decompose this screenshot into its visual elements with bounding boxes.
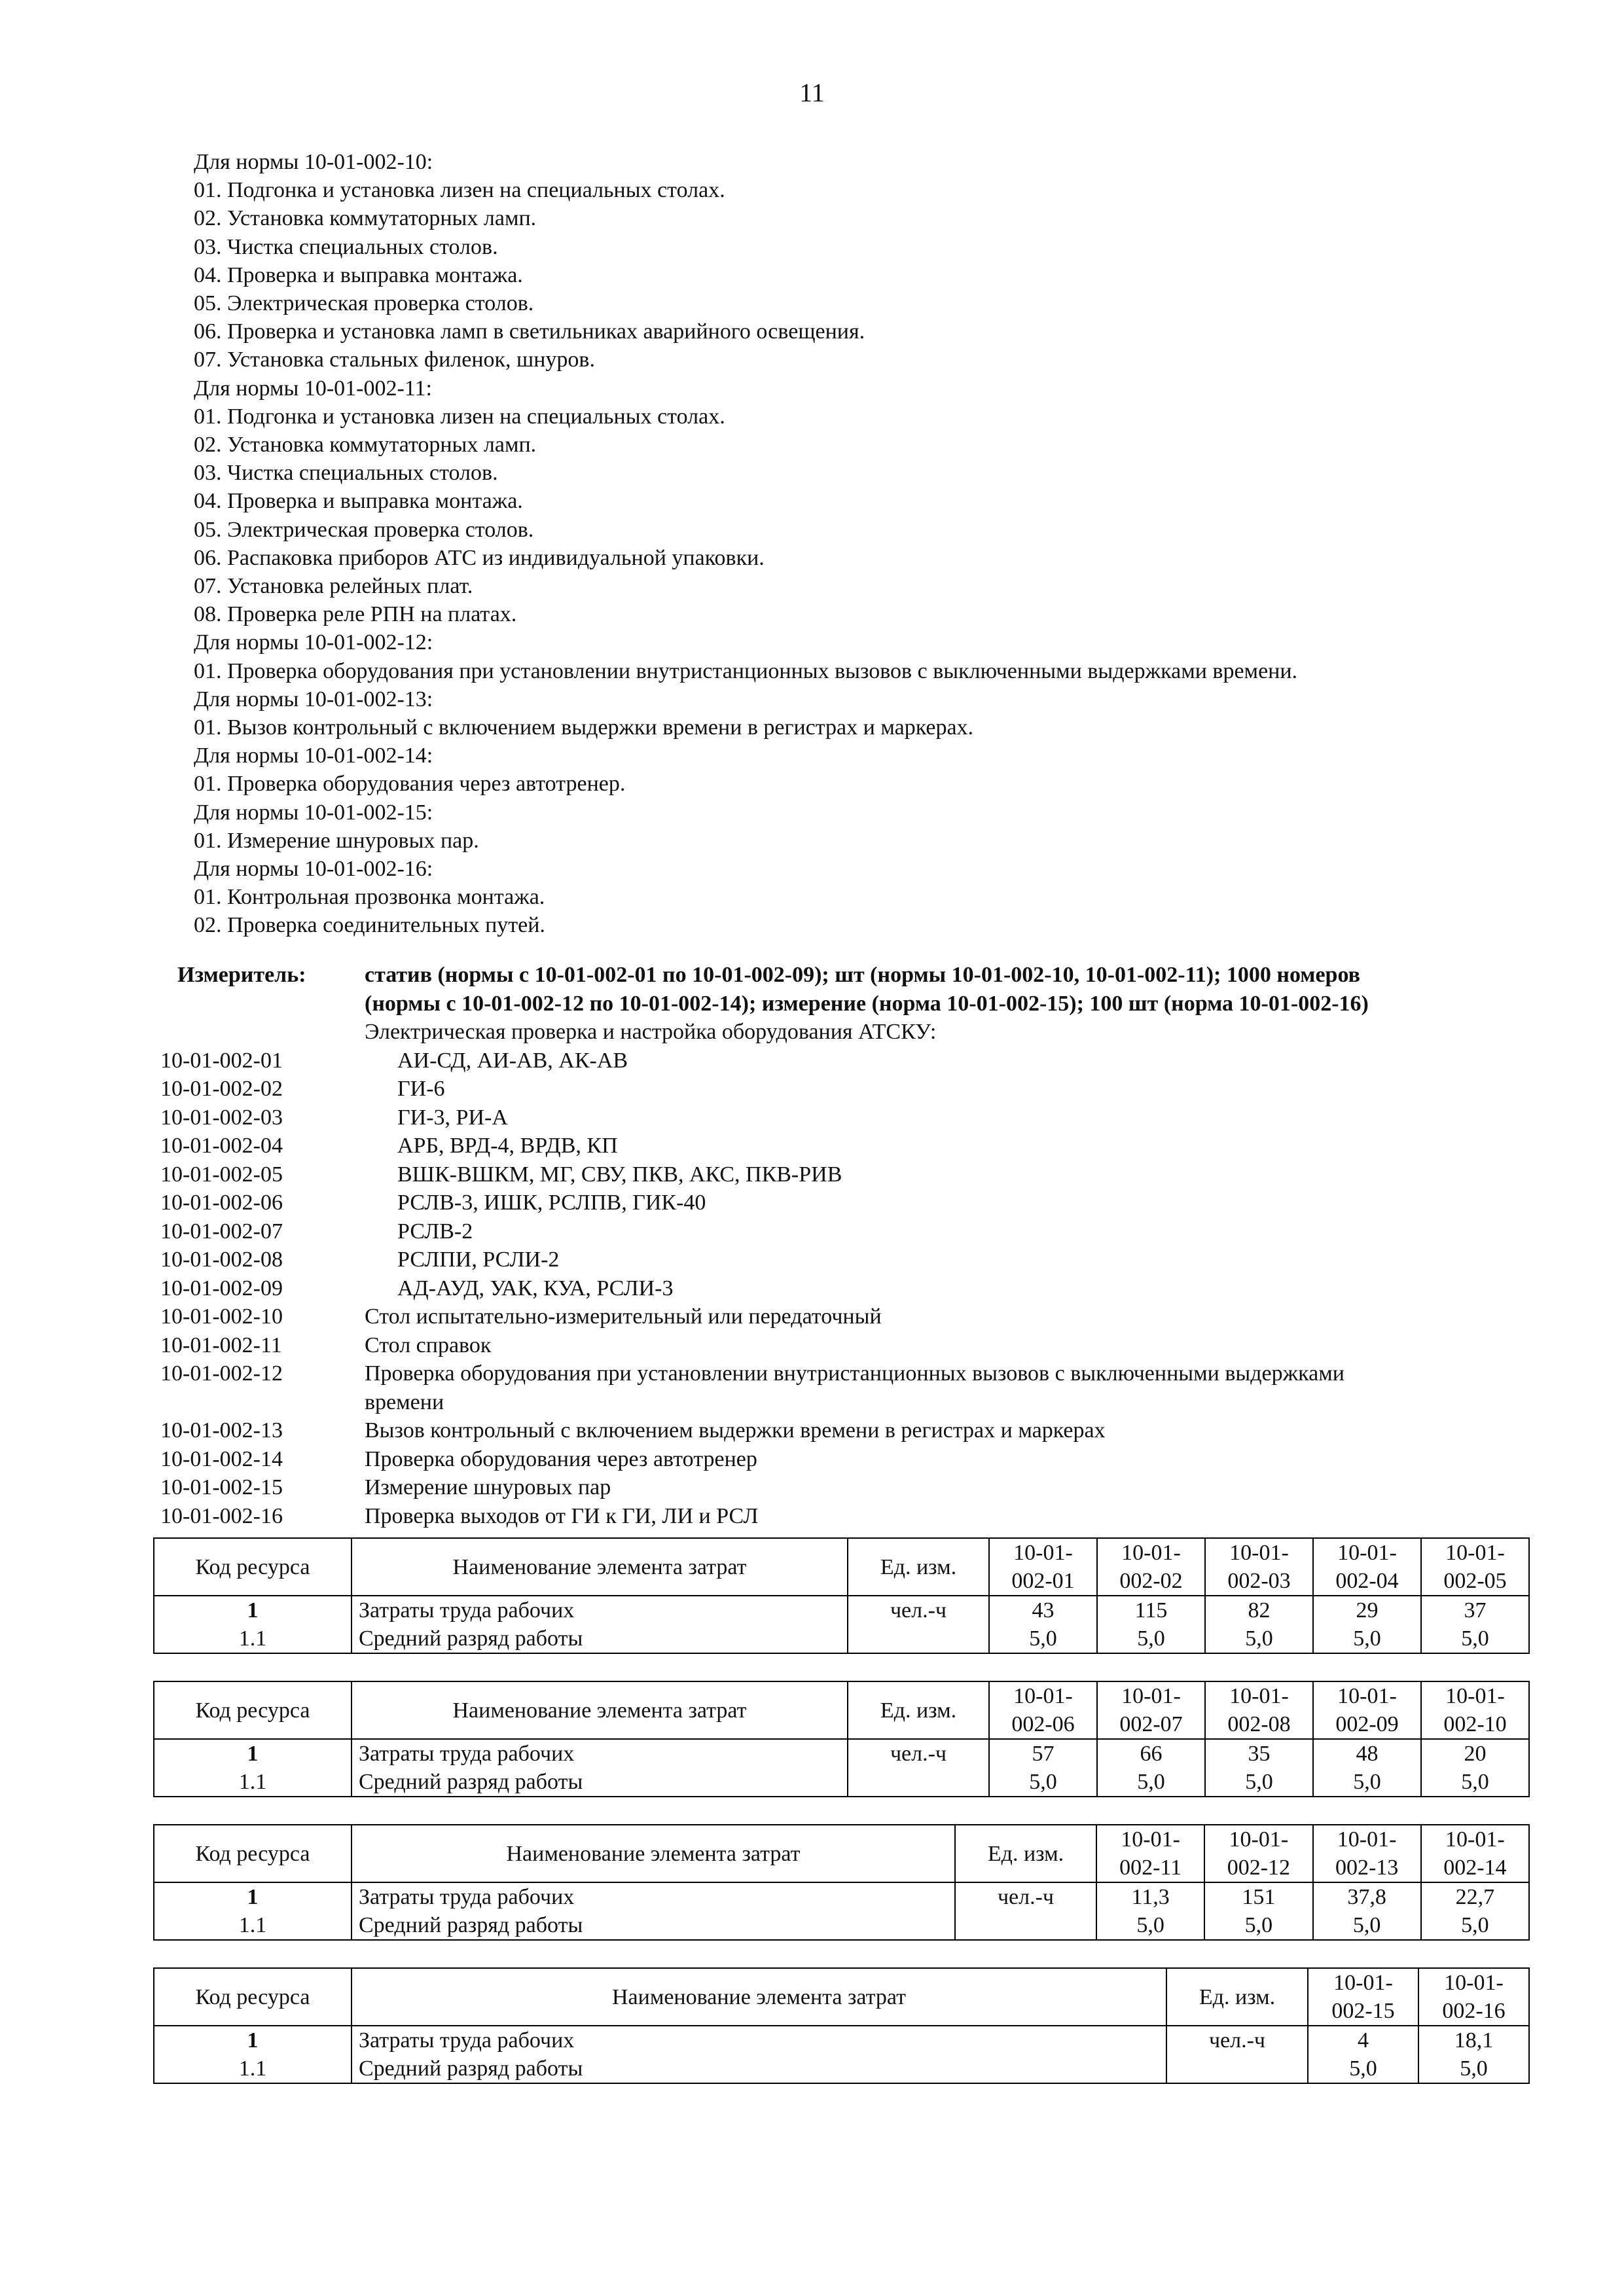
resource-unit: чел.-ч (955, 1882, 1096, 1911)
norm-row (160, 1331, 1555, 1360)
grade-value: 5,0 (1421, 1624, 1529, 1653)
header-norm (989, 1681, 1097, 1739)
work-line: Для нормы 10-01-002-12: (194, 630, 433, 655)
grade-value: 5,0 (1308, 2054, 1418, 2083)
row-labor (154, 1739, 1529, 1768)
grade-value: 5,0 (989, 1624, 1097, 1653)
header-code: Код ресурса (154, 1825, 352, 1882)
header-norm-top: 10-01- (1121, 1541, 1181, 1565)
row-grade (154, 2054, 1529, 2083)
resource-unit (848, 1768, 989, 1797)
norm-code: 10-01-002-07 (160, 1219, 283, 1244)
work-line: 07. Установка стальных филенок, шнуров. (194, 348, 595, 372)
header-norm-bottom: 002-04 (1335, 1569, 1399, 1593)
work-line: 01. Вызов контрольный с включением выдержки времени в регистрах и маркерах. (194, 715, 974, 740)
measure-label: Измеритель: (177, 963, 306, 987)
work-line: 06. Проверка и установка ламп в светильниках аварийного освещения. (194, 319, 865, 344)
resource-code: 1.1 (154, 1624, 352, 1653)
header-norm-top: 10-01- (1121, 1684, 1181, 1708)
header-norm-bottom: 002-08 (1227, 1712, 1291, 1736)
header-norm-bottom: 002-09 (1335, 1712, 1399, 1736)
header-unit: Ед. изм. (848, 1538, 989, 1596)
labor-value: 151 (1204, 1882, 1312, 1911)
resource-table (153, 1537, 1530, 1654)
labor-value: 115 (1097, 1596, 1205, 1624)
header-norm (1418, 1968, 1529, 2026)
labor-value: 29 (1313, 1596, 1421, 1624)
page-number: 11 (799, 78, 825, 107)
header-norm-top: 10-01- (1337, 1684, 1397, 1708)
norm-row (160, 1189, 1555, 1217)
header-norm (1097, 1681, 1205, 1739)
header-norm-bottom: 002-01 (1011, 1569, 1075, 1593)
norm-row (160, 1246, 1555, 1274)
header-norm (1205, 1681, 1313, 1739)
norm-row (160, 1473, 1555, 1502)
grade-value: 5,0 (1097, 1768, 1205, 1797)
work-line: Для нормы 10-01-002-10: (194, 150, 433, 174)
labor-value: 20 (1421, 1739, 1529, 1768)
norm-row-cont (160, 1388, 1555, 1417)
header-norm-bottom: 002-02 (1119, 1569, 1183, 1593)
grade-value: 5,0 (1313, 1624, 1421, 1653)
work-line: 05. Электрическая проверка столов. (194, 517, 534, 542)
row-grade (154, 1624, 1529, 1653)
norm-code: 10-01-002-15 (160, 1475, 283, 1499)
work-line: 05. Электрическая проверка столов. (194, 291, 534, 316)
header-norm-top: 10-01- (1229, 1541, 1289, 1565)
header-norm (1096, 1825, 1204, 1882)
resource-name: Средний разряд работы (352, 1911, 955, 1940)
labor-value: 22,7 (1421, 1882, 1529, 1911)
resource-table (153, 1681, 1530, 1797)
norm-row (160, 1445, 1555, 1474)
norm-text: АИ-СД, АИ-АВ, АК-АВ (397, 1048, 628, 1073)
work-line: 02. Установка коммутаторных ламп. (194, 206, 537, 231)
resource-name: Средний разряд работы (352, 2054, 1166, 2083)
work-line: 01. Контрольная прозвонка монтажа. (194, 885, 545, 910)
norm-text: ГИ-6 (397, 1077, 445, 1101)
labor-value: 66 (1097, 1739, 1205, 1768)
norm-code: 10-01-002-06 (160, 1191, 283, 1215)
norm-text: Проверка оборудования при установлении внутристанционных вызовов с выключенными выдержками (365, 1361, 1344, 1386)
norm-row (160, 1416, 1555, 1445)
group-title: Электрическая проверка и настройка оборудования АТСКУ: (365, 1020, 937, 1044)
work-line: 08. Проверка реле РПН на платах. (194, 602, 517, 627)
header-norm-top: 10-01- (1121, 1827, 1180, 1852)
grade-value: 5,0 (1421, 1911, 1529, 1940)
norm-code: 10-01-002-01 (160, 1048, 283, 1073)
norm-text: Проверка выходов от ГИ к ГИ, ЛИ и РСЛ (365, 1503, 759, 1528)
row-labor (154, 1882, 1529, 1911)
norm-text: РСЛВ-2 (397, 1219, 473, 1244)
work-line: 02. Установка коммутаторных ламп. (194, 433, 537, 457)
row-grade (154, 1911, 1529, 1940)
norm-code: 10-01-002-08 (160, 1247, 283, 1272)
header-norm-bottom: 002-12 (1227, 1856, 1291, 1880)
work-line: Для нормы 10-01-002-16: (194, 857, 433, 882)
work-line: Для нормы 10-01-002-14: (194, 744, 433, 768)
resource-unit: чел.-ч (1166, 2026, 1308, 2054)
row-labor (154, 1596, 1529, 1624)
norm-row (160, 1160, 1555, 1189)
header-norm (1205, 1538, 1313, 1596)
norm-code: 10-01-002-11 (160, 1333, 282, 1357)
header-norm-top: 10-01- (1444, 1971, 1504, 1995)
norm-row (160, 1075, 1555, 1103)
norm-row (160, 1217, 1555, 1246)
norm-row (160, 1502, 1555, 1531)
header-unit: Ед. изм. (848, 1681, 989, 1739)
resource-name: Затраты труда рабочих (352, 1739, 848, 1768)
header-norm (1421, 1681, 1529, 1739)
labor-value: 11,3 (1096, 1882, 1204, 1911)
grade-value: 5,0 (1421, 1768, 1529, 1797)
header-norm-bottom: 002-14 (1443, 1856, 1507, 1880)
norm-code: 10-01-002-02 (160, 1077, 283, 1101)
header-norm-bottom: 002-06 (1011, 1712, 1075, 1736)
norm-code: 10-01-002-10 (160, 1304, 283, 1329)
header-norm-top: 10-01- (1445, 1541, 1505, 1565)
work-line: Для нормы 10-01-002-11: (194, 376, 432, 401)
norm-text: Стол испытательно-измерительный или передаточный (365, 1304, 882, 1329)
resource-code: 1.1 (154, 1768, 352, 1797)
work-line: 01. Подгонка и установка лизен на специальных столах. (194, 178, 725, 203)
work-line: 01. Подгонка и установка лизен на специальных столах. (194, 404, 725, 429)
norm-code: 10-01-002-05 (160, 1162, 283, 1187)
row-grade (154, 1768, 1529, 1797)
norm-text: ГИ-3, РИ-А (397, 1105, 508, 1130)
resource-unit: чел.-ч (848, 1739, 989, 1768)
norm-text: РСЛВ-3, ИШК, РСЛПВ, ГИК-40 (397, 1191, 706, 1215)
header-norm-top: 10-01- (1337, 1827, 1397, 1852)
norm-text: Измерение шнуровых пар (365, 1475, 611, 1499)
norm-row (160, 1302, 1555, 1331)
grade-value: 5,0 (1096, 1911, 1204, 1940)
header-norm (1313, 1681, 1421, 1739)
labor-value: 82 (1205, 1596, 1313, 1624)
norm-text: Вызов контрольный с включением выдержки времени в регистрах и маркерах (365, 1418, 1106, 1443)
header-code: Код ресурса (154, 1681, 352, 1739)
resource-code: 1.1 (154, 2054, 352, 2083)
work-line: 03. Чистка специальных столов. (194, 234, 498, 259)
resource-code: 1 (154, 1882, 352, 1911)
work-line: 04. Проверка и выправка монтажа. (194, 489, 523, 514)
norm-code: 10-01-002-14 (160, 1446, 283, 1471)
header-norm-bottom: 002-07 (1119, 1712, 1183, 1736)
norm-row (160, 1359, 1555, 1388)
resource-unit (848, 1624, 989, 1653)
header-norm-bottom: 002-05 (1443, 1569, 1507, 1593)
grade-value: 5,0 (1205, 1624, 1313, 1653)
header-norm-top: 10-01- (1445, 1684, 1505, 1708)
norm-code: 10-01-002-04 (160, 1134, 283, 1158)
header-norm (1421, 1825, 1529, 1882)
header-norm-bottom: 002-10 (1443, 1712, 1507, 1736)
header-unit: Ед. изм. (1166, 1968, 1308, 2026)
table-header-row (154, 1681, 1529, 1739)
work-line: Для нормы 10-01-002-15: (194, 800, 433, 825)
resource-name: Средний разряд работы (352, 1768, 848, 1797)
grade-value: 5,0 (1313, 1911, 1421, 1940)
norm-row (160, 1047, 1555, 1075)
grade-value: 5,0 (989, 1768, 1097, 1797)
work-line: 01. Проверка оборудования через автотренер. (194, 772, 626, 797)
norm-code: 10-01-002-12 (160, 1361, 283, 1386)
header-norm (989, 1538, 1097, 1596)
measure-line-2: (нормы с 10-01-002-12 по 10-01-002-14); измерение (норма 10-01-002-15); 100 шт (норма 10-01-002-16) (365, 991, 1369, 1016)
norm-code: 10-01-002-09 (160, 1276, 283, 1300)
header-name: Наименование элемента затрат (352, 1538, 848, 1596)
grade-value: 5,0 (1204, 1911, 1312, 1940)
labor-value: 48 (1313, 1739, 1421, 1768)
header-norm (1313, 1825, 1421, 1882)
grade-value: 5,0 (1097, 1624, 1205, 1653)
work-line: 04. Проверка и выправка монтажа. (194, 262, 523, 287)
header-norm-top: 10-01- (1337, 1541, 1397, 1565)
header-name: Наименование элемента затрат (352, 1681, 848, 1739)
row-labor (154, 2026, 1529, 2054)
work-line: 06. Распаковка приборов АТС из индивидуальной упаковки. (194, 545, 765, 570)
header-norm-bottom: 002-11 (1119, 1856, 1182, 1880)
header-norm-top: 10-01- (1445, 1827, 1505, 1852)
header-norm-top: 10-01- (1229, 1684, 1289, 1708)
grade-value: 5,0 (1205, 1768, 1313, 1797)
header-code: Код ресурса (154, 1538, 352, 1596)
labor-value: 18,1 (1418, 2026, 1529, 2054)
norm-text: ВШК-ВШКМ, МГ, СВУ, ПКВ, АКС, ПКВ-РИВ (397, 1162, 842, 1187)
labor-value: 37,8 (1313, 1882, 1421, 1911)
header-name: Наименование элемента затрат (352, 1825, 955, 1882)
header-norm (1421, 1538, 1529, 1596)
header-norm-top: 10-01- (1013, 1541, 1073, 1565)
header-norm-bottom: 002-16 (1442, 1999, 1506, 2023)
header-unit: Ед. изм. (955, 1825, 1096, 1882)
work-composition (194, 148, 1503, 940)
resource-unit (1166, 2054, 1308, 2083)
header-norm-top: 10-01- (1229, 1827, 1289, 1852)
labor-value: 35 (1205, 1739, 1313, 1768)
norm-list (160, 1047, 1555, 1531)
grade-value: 5,0 (1313, 1768, 1421, 1797)
norm-text: АРБ, ВРД-4, ВРДВ, КП (397, 1134, 618, 1158)
norm-text: Стол справок (365, 1333, 492, 1357)
labor-value: 57 (989, 1739, 1097, 1768)
resource-table (153, 1967, 1530, 2084)
norm-row (160, 1103, 1555, 1132)
header-name: Наименование элемента затрат (352, 1968, 1166, 2026)
resource-name: Затраты труда рабочих (352, 1882, 955, 1911)
resource-code: 1 (154, 2026, 352, 2054)
norm-text: АД-АУД, УАК, КУА, РСЛИ-3 (397, 1276, 674, 1300)
resource-code: 1 (154, 1739, 352, 1768)
norm-row (160, 1274, 1555, 1303)
norm-text: РСЛПИ, РСЛИ-2 (397, 1247, 560, 1272)
header-norm (1097, 1538, 1205, 1596)
resource-name: Средний разряд работы (352, 1624, 848, 1653)
header-norm-bottom: 002-03 (1227, 1569, 1291, 1593)
norm-code: 10-01-002-13 (160, 1418, 283, 1443)
header-norm (1313, 1538, 1421, 1596)
table-header-row (154, 1968, 1529, 2026)
header-norm-bottom: 002-15 (1331, 1999, 1395, 2023)
measure-line-1: статив (нормы с 10-01-002-01 по 10-01-002-09); шт (нормы 10-01-002-10, 10-01-002-11); 1000 номеров (365, 963, 1360, 987)
table-header-row (154, 1538, 1529, 1596)
header-code: Код ресурса (154, 1968, 352, 2026)
norm-text: Проверка оборудования через автотренер (365, 1446, 757, 1471)
resource-name: Затраты труда рабочих (352, 2026, 1166, 2054)
resource-unit (955, 1911, 1096, 1940)
grade-value: 5,0 (1418, 2054, 1529, 2083)
work-line: 03. Чистка специальных столов. (194, 461, 498, 486)
labor-value: 4 (1308, 2026, 1418, 2054)
work-line: 01. Измерение шнуровых пар. (194, 828, 479, 853)
labor-value: 43 (989, 1596, 1097, 1624)
table-header-row (154, 1825, 1529, 1882)
measure-section (160, 961, 1555, 1530)
work-line: Для нормы 10-01-002-13: (194, 687, 433, 711)
resource-table (153, 1824, 1530, 1941)
labor-value: 37 (1421, 1596, 1529, 1624)
norm-row (160, 1132, 1555, 1160)
resource-unit: чел.-ч (848, 1596, 989, 1624)
work-line: 01. Проверка оборудования при установлении внутристанционных вызовов с выключенными выдержками времени. (194, 658, 1298, 683)
resource-name: Затраты труда рабочих (352, 1596, 848, 1624)
resource-code: 1.1 (154, 1911, 352, 1940)
header-norm (1204, 1825, 1312, 1882)
work-line: 07. Установка релейных плат. (194, 574, 473, 599)
work-line: 02. Проверка соединительных путей. (194, 913, 545, 938)
header-norm (1308, 1968, 1418, 2026)
norm-text: времени (365, 1390, 444, 1414)
header-norm-bottom: 002-13 (1335, 1856, 1399, 1880)
header-norm-top: 10-01- (1013, 1684, 1073, 1708)
resource-code: 1 (154, 1596, 352, 1624)
norm-code: 10-01-002-03 (160, 1105, 283, 1130)
norm-code: 10-01-002-16 (160, 1503, 283, 1528)
header-norm-top: 10-01- (1333, 1971, 1393, 1995)
